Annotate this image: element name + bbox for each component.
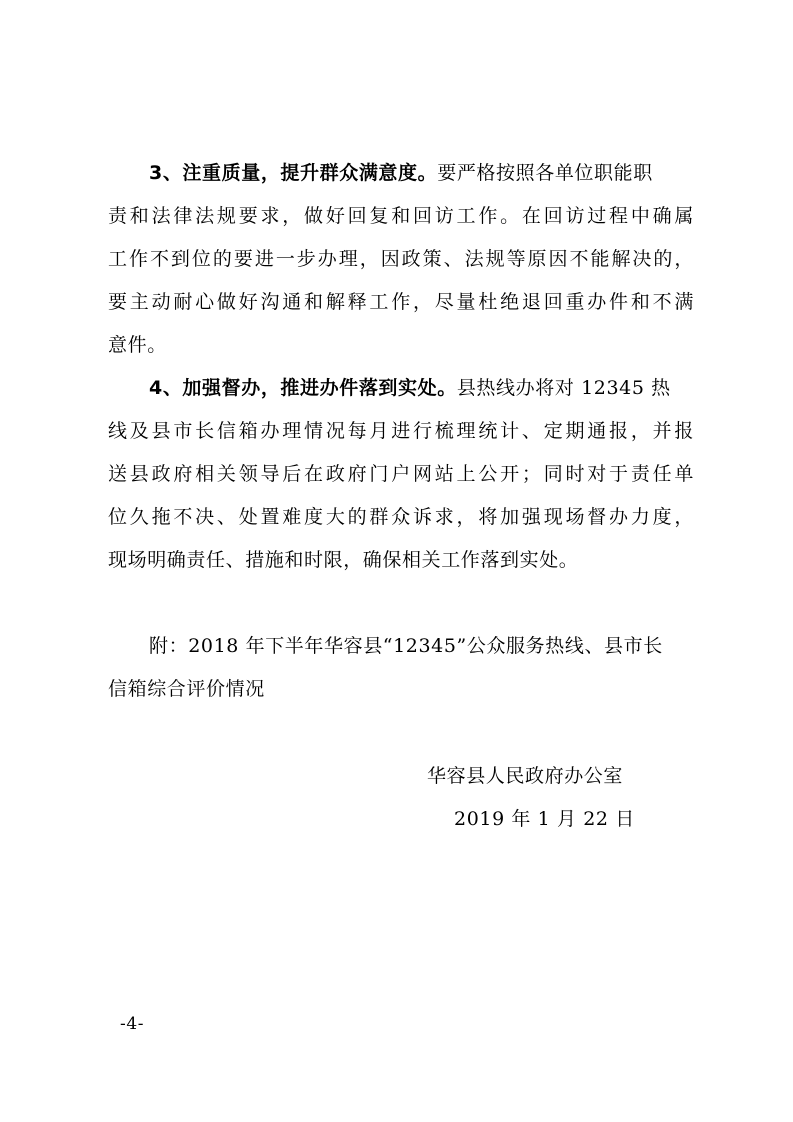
- section4-line-4: 现场明确责任、措施和时限，确保相关工作落到实处。: [108, 549, 579, 571]
- section4-line-0: 县热线办将对 12345 热: [456, 377, 671, 399]
- attachment-line-2: 信箱综合评价情况: [108, 678, 265, 700]
- section3-line-2: 工作不到位的要进一步办理，因政策、法规等原因不能解决的，: [108, 248, 694, 270]
- section3-line-3: 要主动耐心做好沟通和解释工作，尽量杜绝退回重办件和不满: [108, 291, 694, 313]
- section3-line-0: 要严格按照各单位职能职: [437, 162, 653, 184]
- section3-heading: 3、注重质量，提升群众满意度。: [149, 162, 438, 184]
- section4-line-1: 线及县市长信箱办理情况每月进行梳理统计、定期通报，并报: [108, 420, 694, 442]
- attachment-line-1: 附：2018 年下半年华容县“12345”公众服务热线、县市长: [149, 635, 663, 657]
- section4-line-2: 送县政府相关领导后在政府门户网站上公开；同时对于责任单: [108, 463, 694, 485]
- section3-line-4: 意件。: [108, 334, 167, 356]
- section4-line-3: 位久拖不决、处置难度大的群众诉求，将加强现场督办力度，: [108, 506, 694, 528]
- section3-line-1: 责和法律法规要求，做好回复和回访工作。在回访过程中确属: [108, 205, 694, 227]
- section3-first-line: [149, 161, 694, 185]
- page-number: -4-: [120, 1014, 145, 1034]
- section4-heading: 4、加强督办，推进办件落到实处。: [149, 377, 457, 399]
- issuing-organization: 华容县人民政府办公室: [427, 765, 624, 787]
- section4-first-line: [149, 376, 694, 400]
- issue-date: 2019 年 1 月 22 日: [454, 808, 635, 830]
